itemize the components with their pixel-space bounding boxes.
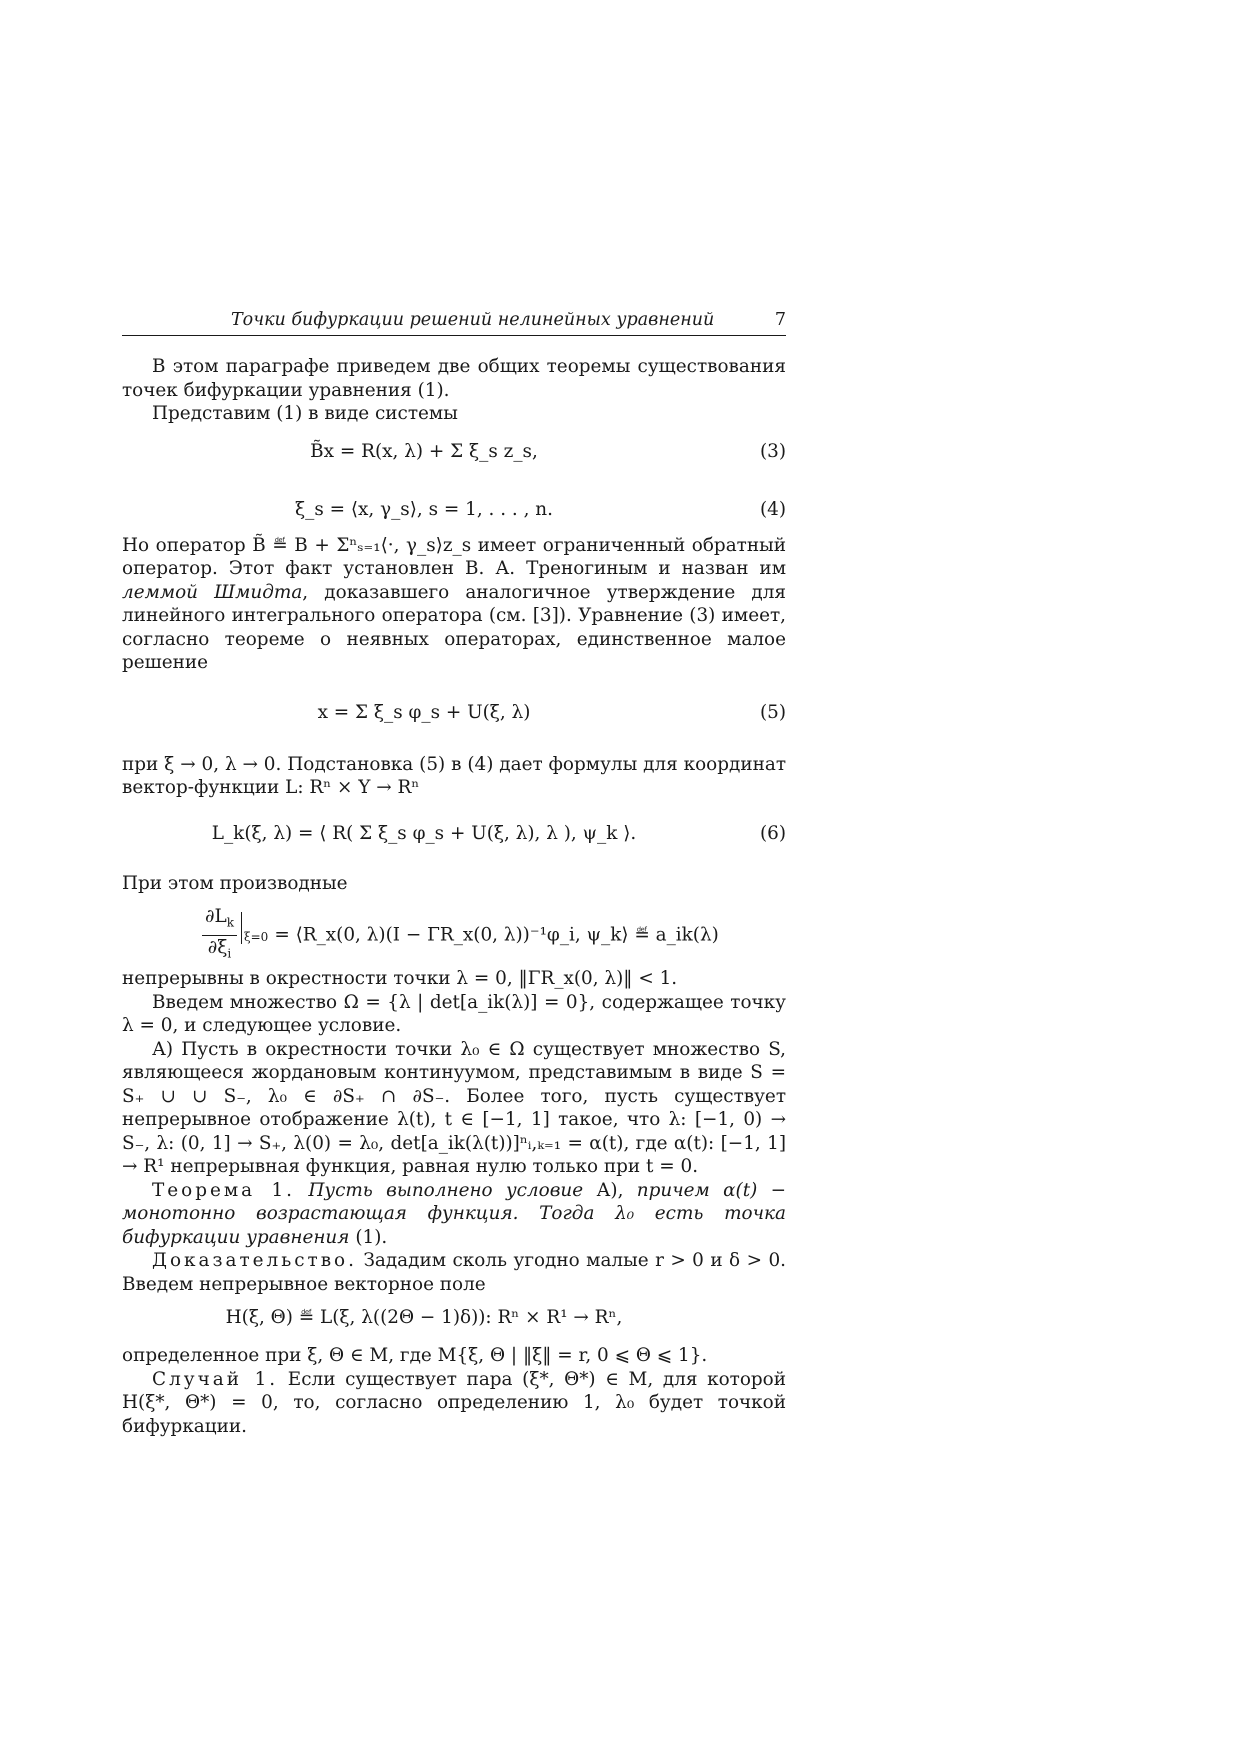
paragraph: [122, 534, 786, 675]
equation-5: [122, 675, 786, 753]
theorem-label: Теорема 1.: [152, 1179, 296, 1201]
paragraph: В этом параграфе приведем две общих теоремы существования точек бифуркации уравнения (1).: [122, 356, 786, 401]
running-title: Точки бифуркации решений нелинейных уравнений: [231, 310, 715, 330]
text-run: Но оператор B̃ ≝ B + Σⁿₛ₌₁⟨·, γ_s⟩z_s имеет ограниченный обратный оператор. Этот факт установлен В. А. Треногиным и назван им: [122, 534, 786, 579]
page-number: 7: [774, 310, 786, 330]
proof: [122, 1249, 786, 1296]
equation-label: (4): [759, 498, 786, 520]
equation-vector-field: [122, 1296, 786, 1344]
case: [122, 1368, 786, 1439]
equation-body: B̃x = R(x, λ) + Σ ξ_s z_s,: [310, 440, 538, 462]
equation-3: [122, 426, 786, 494]
equation-body: ξ_s = ⟨x, γ_s⟩, s = 1, . . . , n.: [295, 498, 553, 520]
equation-derivative: [122, 895, 786, 967]
text-run-italic: Пусть выполнено условие: [308, 1179, 584, 1201]
paragraph: непрерывны в окрестности точки λ = 0, ‖ΓR_x(0, λ)‖ < 1.: [122, 968, 678, 989]
proof-label: Доказательство.: [152, 1250, 357, 1271]
fraction: $\frac{\partial L_k}{\partial\xi_i}$: [202, 905, 237, 966]
paragraph: определенное при ξ, Θ ∈ M, где M{ξ, Θ | ‖ξ‖ = r, 0 ⩽ Θ ⩽ 1}.: [122, 1345, 708, 1366]
text-run: А),: [583, 1179, 637, 1201]
equation-body: [202, 905, 726, 966]
text-run: Если существует пара (ξ*, Θ*) ∈ M, для которой H(ξ*, Θ*) = 0, то, согласно определению 1, λ₀ будет точкой бифуркации.: [122, 1368, 786, 1437]
paragraph: при ξ → 0, λ → 0. Подстановка (5) в (4) дает формулы для координат вектор-функции L: Rⁿ × Υ → Rⁿ: [122, 753, 786, 798]
theorem: [122, 1179, 786, 1250]
equation-4: [122, 494, 786, 534]
paragraph: А) Пусть в окрестности точки λ₀ ∈ Ω существует множество S, являющееся жордановым континуумом, представимым в виде S = S₊ ∪ ∪ S₋, λ₀ ∈ ∂S₊ ∩ ∂S₋. Более того, пусть существует непрерывное отображение λ(t), t ∈ [−1, 1] такое, что λ: [−1, 0) → S₋, λ: (0, 1] → S₊, λ(0) = λ₀, det[a_ik(λ(t))]ⁿᵢ,ₖ₌₁ = α(t), где α(t): [−1, 1] → R¹ непрерывная функция, равная нулю только при t = 0.: [122, 1038, 786, 1177]
equation-label: (5): [759, 701, 786, 723]
equation-label: (6): [759, 822, 786, 844]
equation-label: (3): [759, 440, 786, 462]
text-run: , доказавшего аналогичное утверждение для линейного интегрального оператора (см. [3]). Уравнение (3) имеет, согласно теореме о неявных операторах, единственное малое решение: [122, 581, 786, 673]
equation-body: x = Σ ξ_s φ_s + U(ξ, λ): [317, 701, 531, 723]
case-label: Случай 1.: [152, 1368, 279, 1390]
equation-body: H(ξ, Θ) ≝ L(ξ, λ((2Θ − 1)δ)): Rⁿ × R¹ → Rⁿ,: [225, 1307, 623, 1328]
text-run: Зададим сколь угодно малые r > 0 и δ > 0. Введем непрерывное векторное поле: [122, 1250, 786, 1295]
text-run-italic: причем α(t) − монотонно возрастающая функция. Тогда λ₀ есть точка бифуркации уравнения: [122, 1179, 786, 1248]
text-run-italic: леммой Шмидта: [122, 581, 303, 603]
paragraph: Представим (1) в виде системы: [152, 403, 458, 424]
text-run: (1).: [349, 1226, 388, 1248]
body-text: [122, 355, 786, 1438]
evaluation-bar: ξ=0: [241, 912, 268, 944]
paragraph: Введем множество Ω = {λ | det[a_ik(λ)] = 0}, содержащее точку λ = 0, и следующее условие.: [122, 991, 786, 1036]
paragraph: При этом производные: [122, 872, 348, 894]
equation-body: L_k(ξ, λ) = ⟨ R( Σ ξ_s φ_s + U(ξ, λ), λ ), ψ_k ⟩.: [211, 822, 637, 844]
equation-rhs: = ⟨R_x(0, λ)(I − ΓR_x(0, λ))⁻¹φ_i, ψ_k⟩ ≝ a_ik(λ): [274, 924, 719, 946]
equation-6: [122, 800, 786, 872]
header-rule: [122, 335, 786, 336]
